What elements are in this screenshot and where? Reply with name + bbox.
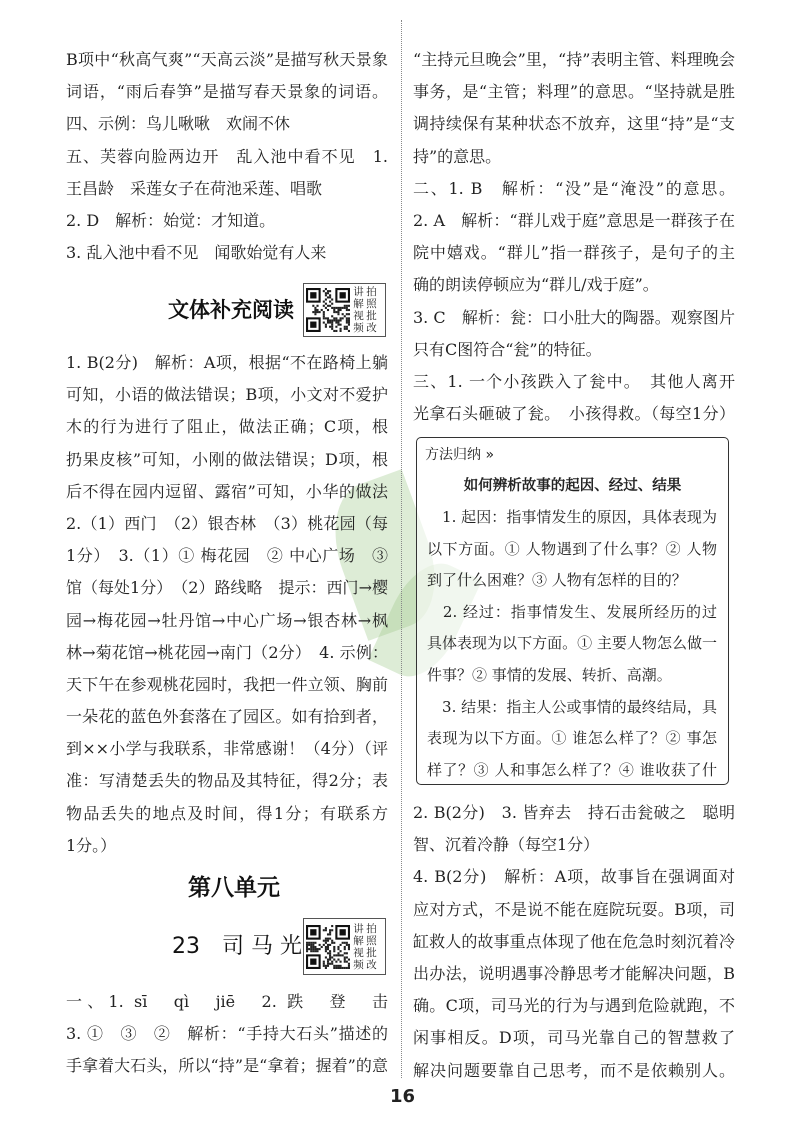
- text-line: 2. B(2分) 3. 皆弃去 持石击瓮破之 聪明: [413, 803, 735, 822]
- text-line: 1分。）: [66, 835, 117, 855]
- text-line: 园→梅花园→牡丹馆→中心广场→银杏林→枫: [66, 610, 388, 630]
- text-line: 一朵花的蓝色外套落在了园区。如有拾到者，: [66, 707, 388, 727]
- text-line: 以下方面。① 人物遇到了什么事？② 人物: [427, 539, 717, 558]
- text-line: 木的行为进行了阻止，做法正确；C项，根: [66, 417, 388, 437]
- qr-code-icon: [306, 288, 350, 332]
- text-line: 闲事相反。D项，司马光靠自己的智慧救了: [413, 1028, 735, 1048]
- text-line: 馆（每处1分） （2）路线略 提示：西门→樱: [66, 578, 388, 598]
- method-box-lines: [427, 502, 717, 786]
- text-line: 可知，小语的做法错误；B项，小文对不爱护: [66, 385, 388, 405]
- text-line: 3. 乱入池中看不见 闻歌始觉有人来: [66, 243, 327, 263]
- qr-label-2: 拍照批改: [366, 286, 377, 334]
- text-line: 表现为以下方面。① 谁怎么样了？② 事怎: [427, 729, 717, 748]
- text-line: 智、沉着冷静（每空1分）: [413, 835, 600, 855]
- text-line: 2.（1）西门 （2）银杏林 （3）桃花园（每: [66, 513, 388, 533]
- text-line: 调持续保有某种状态不放弃，这里“持”是“支: [413, 114, 735, 134]
- text-line: 手拿着大石头，所以“持”是“拿着；握着”的意: [66, 1056, 388, 1076]
- text-line: 只有C图符合“瓮”的特征。: [413, 339, 602, 359]
- text-line: 五、芙蓉向脸两边开 乱入池中看不见 1.: [66, 146, 388, 166]
- text-line: 3. C 解析：瓮：口小肚大的陶器。观察图片: [413, 307, 735, 327]
- text-line: 件事？② 事情的发展、转折、高潮。: [427, 665, 672, 684]
- text-line: 一、1. sī qì jiē 2. 跌 登 击: [66, 992, 388, 1011]
- text-line: 扔果皮核”可知，小刚的做法错误；D项，根: [66, 449, 388, 469]
- text-line: 后不得在园内逗留、露宿”可知，小华的做法: [66, 481, 388, 501]
- text-line: 三、1. 一个小孩跌入了瓮中。 其他人离开: [413, 371, 735, 391]
- method-box-header: 方法归纳 »: [425, 447, 495, 463]
- qr-code-box[interactable]: [303, 283, 386, 337]
- text-line: 具体表现为以下方面。① 主要人物怎么做一: [427, 634, 717, 653]
- lesson-title: 23 司 马 光: [172, 934, 302, 959]
- qr-label-2: 拍照批改: [366, 922, 377, 971]
- text-line: 院中嬉戏。“群儿”指一群孩子，是句子的主: [413, 243, 735, 263]
- right-block-b: [413, 797, 735, 1087]
- text-line: 四、示例：鸟儿啾啾 欢闹不休: [66, 114, 291, 134]
- left-block-a: [66, 44, 388, 269]
- text-line: 王昌龄 采莲女子在荷池采莲、唱歌: [66, 178, 323, 198]
- method-summary-box: [416, 437, 729, 785]
- text-line: 持”的意思。: [413, 146, 502, 166]
- text-line: 林→菊花馆→桃花园→南门（2分） 4. 示例：: [66, 642, 388, 662]
- text-line: 到了什么困难？③ 人物有怎样的目的？: [427, 571, 687, 590]
- text-line: 1. B(2分) 解析：A项，根据“不在路椅上躺: [66, 353, 388, 372]
- text-line: 2. A 解析：“群儿戏于庭”意思是一群孩子在: [413, 210, 735, 230]
- text-line: 1分） 3.（1）① 梅花园 ② 中心广场 ③: [66, 546, 388, 566]
- text-line: 到××小学与我联系，非常感谢！（4分）（评: [66, 739, 388, 759]
- qr-code-box[interactable]: [303, 918, 386, 975]
- text-line: 2. 经过：指事情发生、发展所经历的过: [442, 602, 717, 621]
- unit-title: 第八单元: [188, 875, 280, 901]
- qr-code-icon: [306, 925, 350, 969]
- text-line: “主持元旦晚会”里，“持”表明主管、料理晚会: [413, 50, 735, 69]
- text-line: 4. B(2分) 解析：A项，故事旨在强调面对: [413, 867, 735, 887]
- text-line: 样了？③ 人和事怎么样了？④ 谁收获了什: [427, 760, 717, 779]
- text-line: 词语，“雨后春笋”是描写春天景象的词语。: [66, 82, 388, 102]
- text-line: 缸救人的故事重点体现了他在危急时刻沉着冷: [413, 931, 735, 951]
- text-line: 2. D 解析：始觉：才知道。: [66, 210, 276, 230]
- qr-label-1: 讲解视频: [353, 922, 364, 971]
- text-line: B项中“秋高气爽”“天高云淡”是描写秋天景象: [66, 50, 388, 69]
- text-line: 二、1. B 解析：“没”是“淹没”的意思。: [413, 178, 735, 198]
- text-line: 准：写清楚丢失的物品及其特征，得2分；表: [66, 771, 388, 791]
- text-line: 光拿石头砸破了瓮。 小孩得救。（每空1分）: [413, 404, 735, 424]
- text-line: 出办法，说明遇事冷静思考才能解决问题，B: [413, 963, 735, 983]
- right-block-a: [413, 44, 735, 430]
- column-divider: [401, 20, 402, 1078]
- text-line: 事务，是“主管；料理”的意思。“坚持就是胜: [413, 82, 735, 102]
- text-line: 物品丢失的地点及时间，得1分；有联系方: [66, 803, 388, 823]
- text-line: 确。C项，司马光的行为与遇到危险就跑，不: [413, 996, 735, 1016]
- text-line: 1. 起因：指事情发生的原因，具体表现为: [427, 508, 717, 526]
- text-line: 解决问题要靠自己思考，而不是依赖别人。: [413, 1060, 735, 1080]
- text-line: 确的朗读停顿应为“群儿/戏于庭”。: [413, 275, 659, 295]
- method-box-title: 如何辨析故事的起因、经过、结果: [463, 478, 682, 494]
- page-number: 16: [390, 1086, 416, 1107]
- left-block-c: [66, 986, 388, 1083]
- text-line: 应对方式，不是说不能在庭院玩耍。B项，司: [413, 899, 735, 919]
- section-title: 文体补充阅读: [168, 298, 294, 322]
- left-block-b: [66, 347, 388, 862]
- qr-label-1: 讲解视频: [353, 286, 364, 334]
- text-line: 3. ① ③ ② 解析：“手持大石头”描述的: [66, 1024, 388, 1044]
- text-line: 天下午在参观桃花园时，我把一件立领、胸前: [66, 674, 388, 694]
- text-line: 3. 结果：指主人公或事情的最终结局，具: [442, 697, 717, 716]
